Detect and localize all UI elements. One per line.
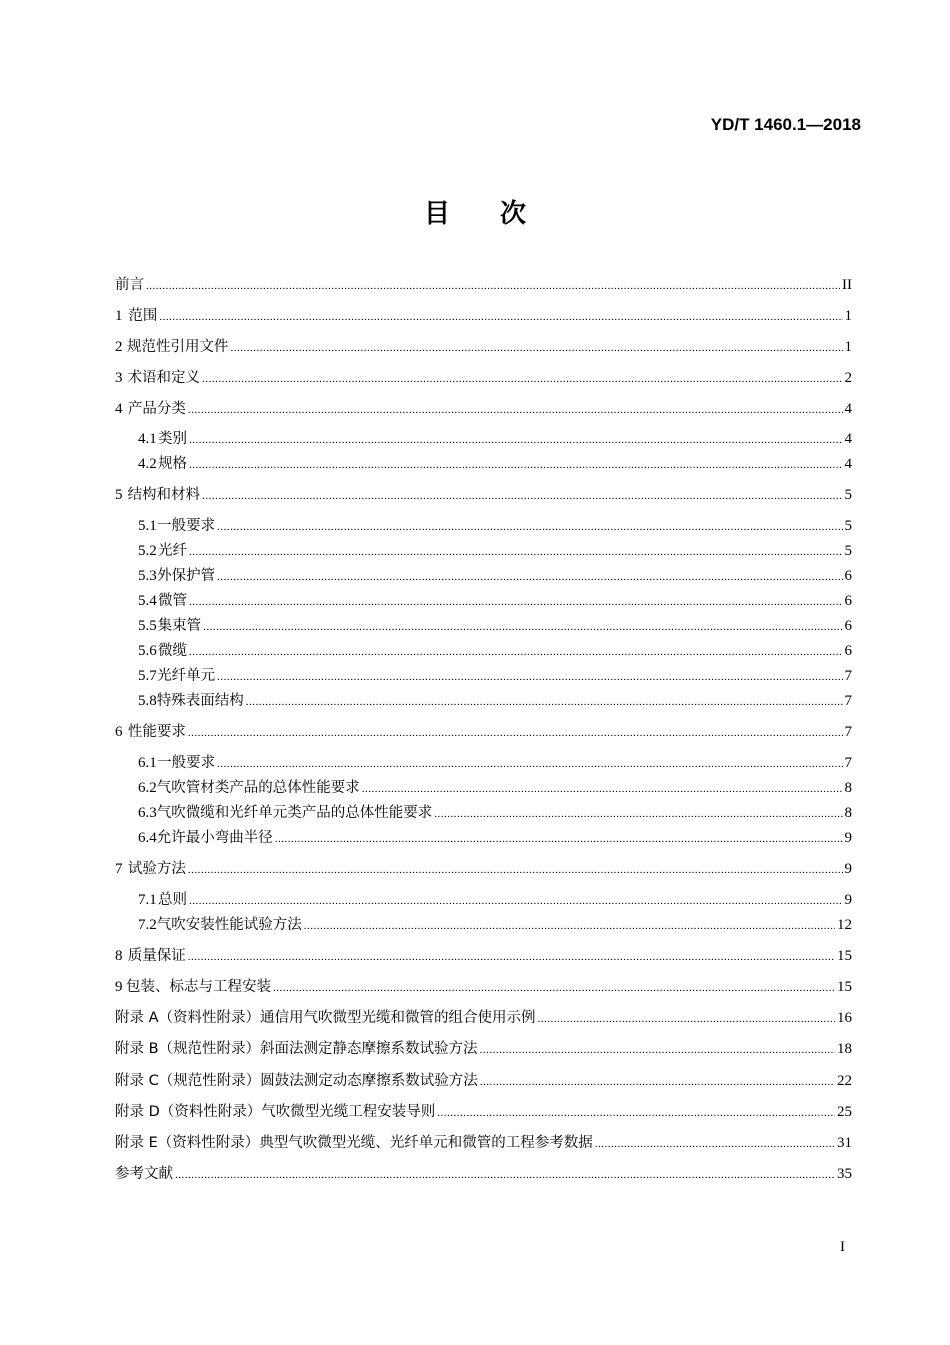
- toc-dot-leader: [217, 753, 842, 775]
- toc-entry[interactable]: [138, 690, 852, 713]
- toc-dot-leader: [480, 1039, 835, 1061]
- toc-entry-number: 5.5: [138, 618, 157, 634]
- toc-entry-number: 6.2: [138, 780, 157, 796]
- toc-entry[interactable]: [115, 1070, 852, 1093]
- toc-dot-leader: [188, 946, 835, 968]
- toc-entry-number: 5.4: [138, 593, 157, 609]
- toc-entry[interactable]: [115, 721, 852, 744]
- toc-entry-page: 18: [837, 1041, 852, 1057]
- toc-entry-number: 7: [115, 861, 123, 877]
- toc-entry-number: 4.2: [138, 456, 157, 472]
- toc-entry-number: 1: [115, 308, 123, 324]
- toc-entry-number: 7.2: [138, 917, 157, 933]
- toc-entry-page: 9: [844, 830, 852, 846]
- toc-entry[interactable]: [115, 976, 852, 999]
- toc-dot-leader: [480, 1071, 835, 1093]
- toc-entry-label: 包装、标志与工程安装: [126, 979, 272, 995]
- toc-entry[interactable]: [115, 484, 852, 507]
- toc-entry-label: 产品分类: [127, 401, 186, 417]
- toc-entry[interactable]: [138, 889, 852, 912]
- toc-entry-page: 15: [837, 979, 852, 995]
- toc-entry-label: 附录 C（规范性附录）圆鼓法测定动态摩擦系数试验方法: [115, 1073, 478, 1089]
- toc-entry-label: 结构和材料: [127, 487, 201, 503]
- toc-entry-label: 前言: [115, 277, 144, 293]
- toc-entry[interactable]: [115, 305, 852, 328]
- toc-dot-leader: [188, 399, 843, 421]
- toc-entry-number: 5.2: [138, 543, 157, 559]
- toc-entry[interactable]: [115, 1007, 852, 1030]
- toc-entry-page: 7: [844, 693, 852, 709]
- toc-entry-label: 气吹安装性能试验方法: [156, 917, 302, 933]
- toc-entry[interactable]: [138, 752, 852, 775]
- toc-dot-leader: [434, 803, 842, 825]
- toc-entry[interactable]: [115, 274, 852, 297]
- toc-dot-leader: [217, 666, 842, 688]
- toc-dot-leader: [188, 722, 843, 744]
- toc-entry-label: 气吹管材类产品的总体性能要求: [156, 780, 360, 796]
- toc-entry[interactable]: [138, 515, 852, 538]
- toc-entry-number: 6.4: [138, 830, 157, 846]
- toc-entry[interactable]: [115, 1163, 852, 1186]
- toc-entry-label: 微管: [158, 593, 187, 609]
- toc-entry-page: 6: [844, 593, 852, 609]
- toc-entry-label: 附录 A（资料性附录）通信用气吹微型光缆和微管的组合使用示例: [115, 1010, 536, 1026]
- toc-entry-number: 6.1: [138, 755, 157, 771]
- toc-entry-number: 6: [115, 724, 123, 740]
- toc-entry-number: 5.7: [138, 668, 157, 684]
- toc-entry-page: 1: [844, 339, 852, 355]
- toc-entry-number: 5: [115, 487, 123, 503]
- toc-entry-label: 特殊表面结构: [156, 693, 244, 709]
- toc-dot-leader: [146, 275, 840, 297]
- toc-entry-label: 范围: [128, 308, 158, 324]
- toc-entry-page: 9: [844, 861, 852, 877]
- toc-entry-label: 附录 B（规范性附录）斜面法测定静态摩擦系数试验方法: [115, 1041, 478, 1057]
- toc-dot-leader: [595, 1133, 835, 1155]
- toc-dot-leader: [246, 691, 843, 713]
- toc-dot-leader: [188, 859, 843, 881]
- page-number: I: [840, 1239, 845, 1255]
- toc-entry-page: 6: [844, 618, 852, 634]
- toc-entry[interactable]: [115, 367, 852, 390]
- toc-entry-label: 附录 E（资料性附录）典型气吹微型光缆、光纤单元和微管的工程参考数据: [115, 1135, 593, 1151]
- toc-entry-page: 31: [837, 1135, 852, 1151]
- toc-entry-page: 1: [844, 308, 852, 324]
- toc-entry-page: 7: [844, 724, 852, 740]
- toc-entry-label: 集束管: [157, 618, 202, 634]
- toc-entry-label: 总则: [158, 892, 187, 908]
- toc-entry-page: 6: [844, 643, 852, 659]
- toc-entry-page: 7: [844, 755, 852, 771]
- toc-entry-label: 一般要求: [157, 518, 216, 534]
- toc-dot-leader: [189, 591, 843, 613]
- toc-entry[interactable]: [138, 615, 852, 638]
- toc-entry-page: II: [842, 277, 852, 293]
- toc-entry[interactable]: [138, 590, 852, 613]
- toc-entry-label: 参考文献: [115, 1166, 173, 1182]
- toc-dot-leader: [437, 1102, 835, 1124]
- toc-entry-page: 25: [837, 1104, 852, 1120]
- toc-entry-page: 35: [837, 1166, 852, 1182]
- toc-entry-label: 气吹微缆和光纤单元类产品的总体性能要求: [156, 805, 433, 821]
- toc-dot-leader: [362, 778, 843, 800]
- toc-entry-number: 8: [115, 948, 123, 964]
- toc-entry[interactable]: [138, 914, 852, 937]
- toc-dot-leader: [203, 616, 842, 638]
- toc-entry[interactable]: [138, 827, 852, 850]
- toc-dot-leader: [189, 641, 843, 663]
- toc-entry-label: 一般要求: [157, 755, 216, 771]
- toc-dot-leader: [304, 915, 835, 937]
- toc-entry-page: 16: [837, 1010, 852, 1026]
- toc-entry-page: 4: [844, 431, 852, 447]
- toc-title: 目次: [423, 199, 576, 229]
- toc-entry-number: 5.3: [138, 568, 157, 584]
- toc-entry-page: 9: [844, 892, 852, 908]
- toc-entry-label: 光纤单元: [157, 668, 216, 684]
- toc-entry[interactable]: [115, 945, 852, 968]
- toc-entry-label: 质量保证: [127, 948, 186, 964]
- toc-dot-leader: [217, 516, 842, 538]
- toc-entry-number: 9: [115, 979, 123, 995]
- toc-entry-label: 规格: [158, 456, 187, 472]
- toc-entry-page: 12: [837, 917, 852, 933]
- toc-entry-label: 微缆: [158, 643, 187, 659]
- toc-entry[interactable]: [138, 565, 852, 588]
- toc-entry-page: 4: [844, 456, 852, 472]
- toc-entry-label: 类别: [158, 431, 187, 447]
- toc-entry-page: 5: [844, 518, 852, 534]
- toc-entry[interactable]: [138, 453, 852, 476]
- toc-entry-page: 5: [844, 487, 852, 503]
- toc-entry[interactable]: [138, 777, 852, 800]
- toc-entry[interactable]: [115, 858, 852, 881]
- toc-entry-number: 6.3: [138, 805, 157, 821]
- toc-dot-leader: [275, 828, 843, 850]
- toc-entry-label: 试验方法: [127, 861, 186, 877]
- toc-entry-page: 8: [844, 780, 852, 796]
- toc-dot-leader: [175, 1164, 835, 1186]
- toc-entry-number: 5.1: [138, 518, 157, 534]
- toc-entry-label: 术语和定义: [127, 370, 201, 386]
- toc-entry-page: 8: [844, 805, 852, 821]
- toc-entry[interactable]: [115, 1038, 852, 1061]
- toc-entry-number: 5.8: [138, 693, 157, 709]
- toc-entry-number: 2: [115, 339, 123, 355]
- toc-entry[interactable]: [138, 428, 852, 451]
- toc-dot-leader: [231, 337, 843, 359]
- toc-dot-leader: [273, 977, 835, 999]
- toc-entry-page: 4: [844, 401, 852, 417]
- toc-entry[interactable]: [138, 540, 852, 563]
- toc-entry-label: 光纤: [158, 543, 187, 559]
- toc-entry-page: 22: [837, 1073, 852, 1089]
- toc-entry-number: 7.1: [138, 892, 157, 908]
- toc-entry-page: 5: [844, 543, 852, 559]
- toc-entry-page: 15: [837, 948, 852, 964]
- toc-dot-leader: [202, 368, 842, 390]
- toc-entry-label: 规范性引用文件: [127, 339, 229, 355]
- toc-entry-label: 允许最小弯曲半径: [156, 830, 273, 846]
- toc-entry[interactable]: [115, 336, 852, 359]
- toc-entry-page: 2: [844, 370, 852, 386]
- toc-dot-leader: [189, 541, 843, 563]
- toc-entry-number: 5.6: [138, 643, 157, 659]
- toc-entry[interactable]: [115, 1132, 852, 1155]
- toc-dot-leader: [189, 429, 843, 451]
- toc-entry-number: 4.1: [138, 431, 157, 447]
- toc-entry[interactable]: [138, 802, 852, 825]
- toc-dot-leader: [189, 890, 843, 912]
- toc-entry-page: 6: [844, 568, 852, 584]
- toc-entry[interactable]: [115, 1101, 852, 1124]
- toc-dot-leader: [538, 1008, 835, 1030]
- toc-entry-number: 4: [115, 401, 123, 417]
- toc-entry-page: 7: [844, 668, 852, 684]
- toc-entry[interactable]: [138, 640, 852, 663]
- toc-entry-label: 性能要求: [127, 724, 186, 740]
- toc-dot-leader: [189, 454, 843, 476]
- standard-number: YD/T 1460.1—2018: [710, 115, 861, 134]
- toc-entry-label: 附录 D（资料性附录）气吹微型光缆工程安装导则: [115, 1104, 436, 1120]
- toc-entry[interactable]: [138, 665, 852, 688]
- toc-dot-leader: [202, 485, 842, 507]
- toc-dot-leader: [159, 306, 842, 328]
- toc-dot-leader: [217, 566, 842, 588]
- toc-entry-label: 外保护管: [157, 568, 216, 584]
- toc-entry-number: 3: [115, 370, 123, 386]
- toc-entry[interactable]: [115, 398, 852, 421]
